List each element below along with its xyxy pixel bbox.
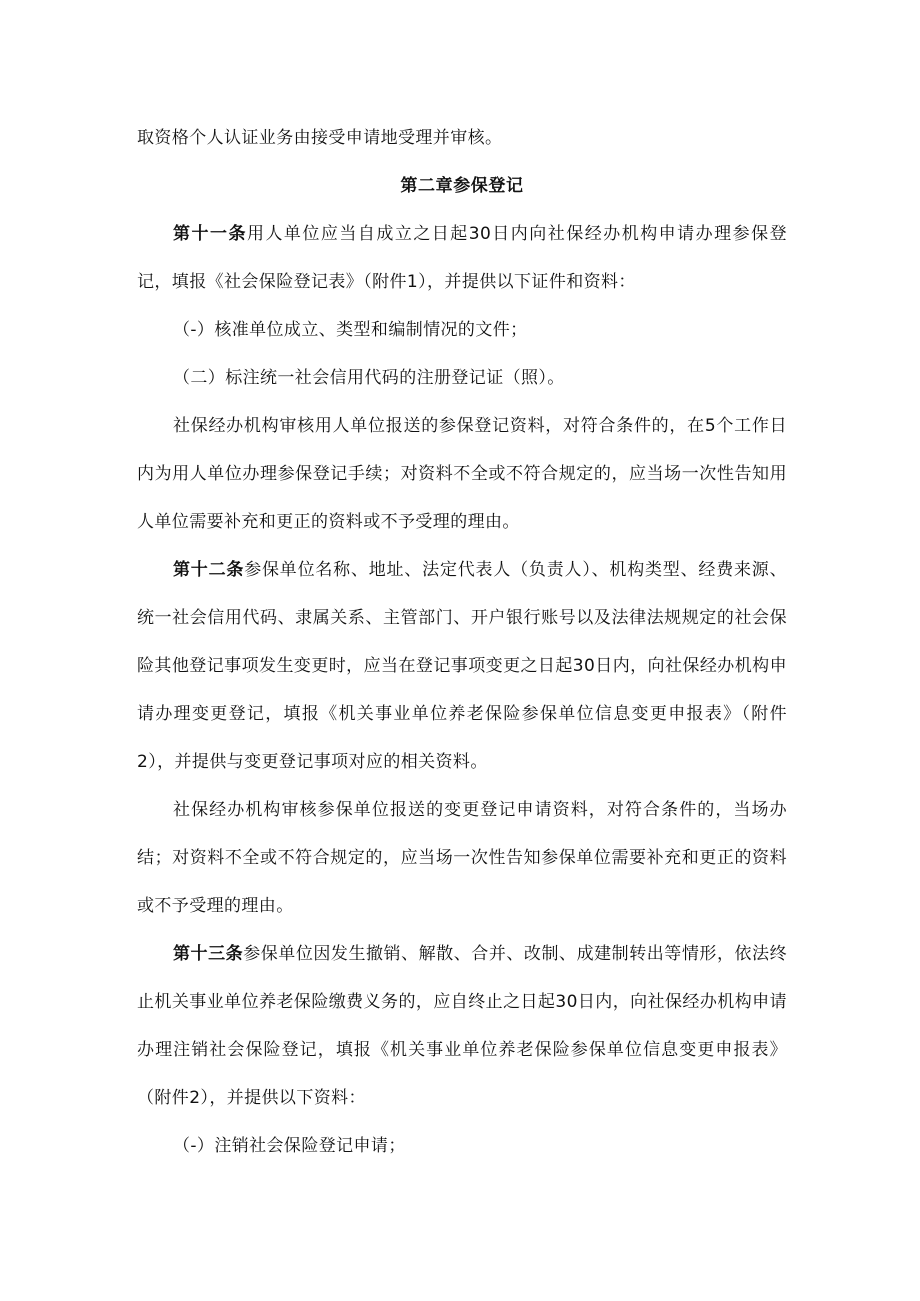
article-12-review-paragraph: 社保经办机构审核参保单位报送的变更登记申请资料，对符合条件的，当场办结；对资料不全或不符合规定的，应当场一次性告知参保单位需要补充和更正的资料或不予受理的理由。 — [137, 800, 787, 916]
article-11-text: 用人单位应当自成立之日起30日内向社保经办机构申请办理参保登记，填报《社会保险登记表》（附件1），并提供以下证件和资料： — [137, 224, 787, 292]
article-11-label: 第十一条 — [173, 224, 247, 244]
article-12-label: 第十二条 — [173, 560, 245, 580]
article-13-text: 参保单位因发生撤销、解散、合并、改制、成建制转出等情形，依法终止机关事业单位养老保险缴费义务的，应自终止之日起30日内，向社保经办机构申请办理注销社会保险登记，填报《机关事业单位养老保险参保单位信息变更申报表》（附件2），并提供以下资料： — [137, 944, 787, 1108]
article-11-review-paragraph: 社保经办机构审核用人单位报送的参保登记资料，对符合条件的，在5个工作日内为用人单位办理参保登记手续；对资料不全或不符合规定的，应当场一次性告知用人单位需要补充和更正的资料或不予受理的理由。 — [137, 416, 787, 532]
article-12-text: 参保单位名称、地址、法定代表人（负责人）、机构类型、经费来源、统一社会信用代码、隶属关系、主管部门、开户银行账号以及法律法规规定的社会保险其他登记事项发生变更时，应当在登记事项变更之日起30日内，向社保经办机构申请办理变更登记，填报《机关事业单位养老保险参保单位信息变更申报表》（附件2），并提供与变更登记事项对应的相关资料。 — [137, 560, 787, 772]
continuation-paragraph: 取资格个人认证业务由接受申请地受理并审核。 — [137, 128, 503, 148]
article-13-label: 第十三条 — [173, 944, 244, 964]
chapter-title: 第二章参保登记 — [400, 176, 524, 196]
article-11-item-1: （-）核准单位成立、类型和编制情况的文件； — [173, 320, 528, 340]
document-body — [137, 114, 787, 1170]
article-11-paragraph — [137, 210, 787, 306]
article-13-item-1: （-）注销社会保险登记申请； — [173, 1136, 406, 1156]
article-11-item-2: （二）标注统一社会信用代码的注册登记证（照）。 — [173, 368, 565, 388]
article-12-paragraph — [137, 546, 787, 786]
article-13-paragraph — [137, 930, 787, 1122]
